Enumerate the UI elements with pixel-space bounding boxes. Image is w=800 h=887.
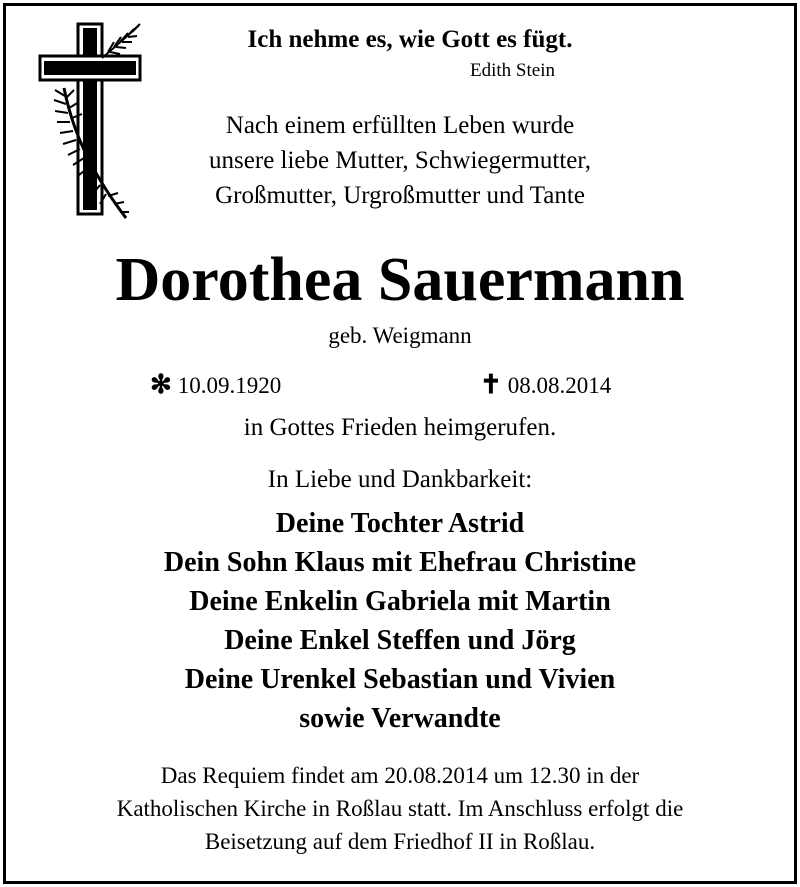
mourner-line: Deine Enkelin Gabriela mit Martin (189, 586, 611, 617)
birth-date-group (150, 370, 281, 400)
mourner-line: Deine Urenkel Sebastian und Vivien (184, 664, 616, 695)
requiem-line: Katholischen Kirche in Roßlau statt. Im Anschluss erfolgt die (116, 796, 684, 821)
death-cross-icon: ✝ (480, 370, 502, 399)
mourner-line: Dein Sohn Klaus mit Ehefrau Christine (163, 547, 637, 578)
mourner-line: Deine Tochter Astrid (275, 508, 525, 539)
love-line: In Liebe und Dankbarkeit: (267, 466, 533, 493)
birth-star-icon: ✻ (150, 370, 172, 399)
deceased-name: Dorothea Sauermann (115, 246, 685, 314)
peace-line: in Gottes Frieden heimgerufen. (243, 414, 557, 441)
intro-line: unsere liebe Mutter, Schwiegermutter, (209, 147, 591, 174)
quote-text: Ich nehme es, wie Gott es fügt. (247, 26, 573, 53)
requiem-line: Das Requiem findet am 20.08.2014 um 12.30 in der (160, 763, 640, 788)
requiem-line: Beisetzung auf dem Friedhof II in Roßlau. (204, 829, 596, 854)
death-date-group (480, 370, 611, 400)
intro-line: Großmutter, Urgroßmutter und Tante (215, 182, 585, 209)
mourner-line: Deine Enkel Steffen und Jörg (224, 625, 576, 656)
maiden-name: geb. Weigmann (328, 323, 472, 348)
birth-date: 10.09.1920 (177, 373, 282, 398)
mourner-line: sowie Verwandte (299, 703, 501, 734)
intro-line: Nach einem erfüllten Leben wurde (225, 112, 575, 139)
death-date: 08.08.2014 (507, 373, 612, 398)
quote-author: Edith Stein (470, 60, 555, 81)
